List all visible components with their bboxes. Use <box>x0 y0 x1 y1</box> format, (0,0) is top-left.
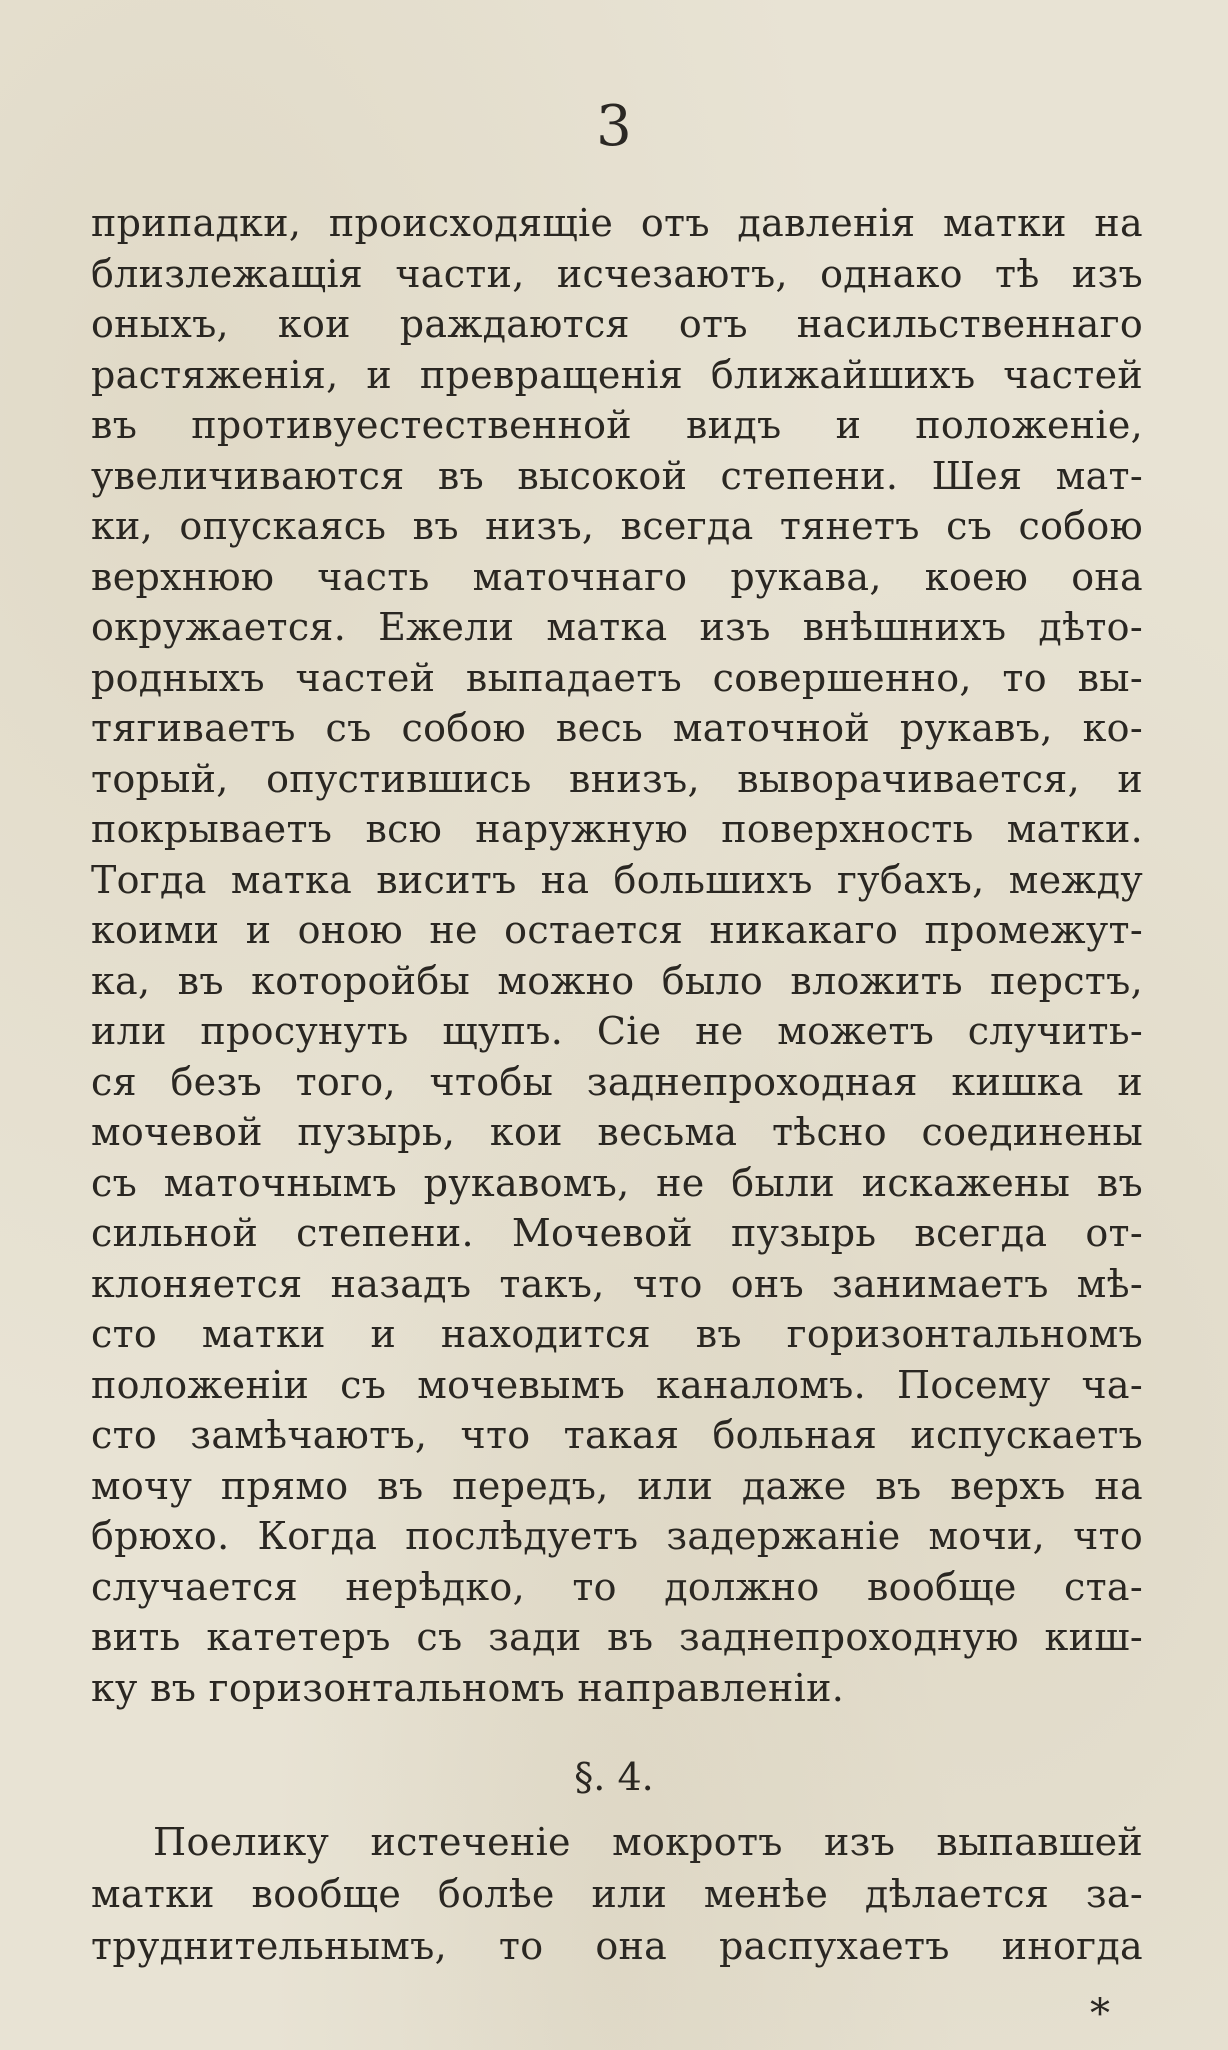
text-line: труднительнымъ, то она распухаетъ иногда <box>91 1924 1143 1968</box>
text-line: Тогда матка виситъ на большихъ губахъ, между <box>91 857 1143 902</box>
text-line: родныхъ частей выпадаетъ совершенно, то вы- <box>91 655 1143 700</box>
text-line: въ противуестественной видъ и положеніе, <box>91 403 1143 447</box>
text-line: коими и оною не остается никакаго промежут- <box>91 908 1143 952</box>
text-line: сто матки и находится въ горизонтальномъ <box>91 1312 1143 1356</box>
text-line: сильной степени. Мочевой пузырь всегда от- <box>91 1211 1143 1255</box>
text-line: матки вообще болѣе или менѣе дѣлается за- <box>91 1872 1143 1916</box>
text-line: случается нерѣдко, то должно вообще ста- <box>91 1564 1143 1609</box>
text-line: торый, опустившись внизъ, выворачивается, и <box>91 756 1143 801</box>
section-heading: §. 4. <box>574 1755 654 1799</box>
text-line: мочевой пузырь, кои весьма тѣсно соединены <box>91 1110 1143 1154</box>
text-line: ку въ горизонтальномъ направленіи. <box>91 1665 845 1710</box>
text-line: увеличиваются въ высокой степени. Шея мат- <box>91 453 1143 498</box>
text-line: съ маточнымъ рукавомъ, не были искажены въ <box>91 1160 1143 1205</box>
text-line: ка, въ которойбы можно было вложить перстъ, <box>91 958 1143 1003</box>
page-number: 3 <box>596 94 632 159</box>
text-line: брюхо. Когда послѣдуетъ задержаніе мочи, что <box>91 1514 1143 1558</box>
text-line: сто замѣчаютъ, что такая больная испускаетъ <box>91 1413 1143 1457</box>
text-line: или просунуть щупъ. Сіе не можетъ случить- <box>91 1009 1143 1053</box>
text-line: вить катетеръ съ зади въ заднепроходную киш- <box>91 1615 1143 1659</box>
text-line: покрываетъ всю наружную поверхность матки. <box>91 807 1143 851</box>
text-line: тягиваетъ съ собою весь маточной рукавъ, ко- <box>91 706 1143 750</box>
text-line: оныхъ, кои раждаются отъ насильственнаго <box>91 302 1143 346</box>
text-line: Поелику истеченіе мокротъ изъ выпавшей <box>153 1820 1143 1864</box>
text-line: растяженія, и превращенія ближайшихъ частей <box>91 352 1143 397</box>
text-line: припадки, происходящіе отъ давленія матки на <box>91 201 1143 245</box>
text-line: положеніи съ мочевымъ каналомъ. Посему ча- <box>91 1362 1143 1407</box>
text-line: верхнюю часть маточнаго рукава, коею она <box>91 554 1143 599</box>
paragraph-2 <box>91 1816 1143 1972</box>
signature-mark: * <box>1090 1991 1110 2037</box>
text-line: ки, опускаясь въ низъ, всегда тянетъ съ собою <box>91 504 1143 548</box>
text-line: близлежащія части, исчезаютъ, однако тѣ изъ <box>91 251 1143 296</box>
text-line: клоняется назадъ такъ, что онъ занимаетъ мѣ- <box>91 1261 1143 1306</box>
paragraph-1 <box>91 198 1143 1713</box>
text-line: ся безъ того, чтобы заднепроходная кишка и <box>91 1059 1143 1104</box>
text-line: окружается. Ежели матка изъ внѣшнихъ дѣто- <box>91 605 1143 649</box>
text-line: мочу прямо въ передъ, или даже въ верхъ на <box>91 1463 1143 1508</box>
